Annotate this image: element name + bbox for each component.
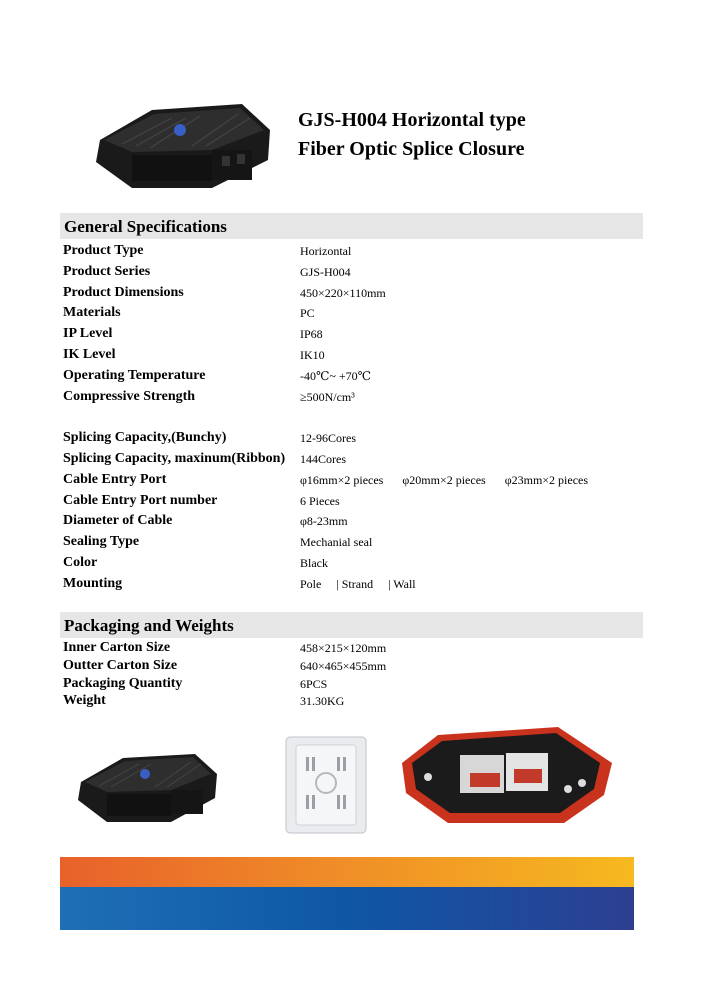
spec-value: φ8-23mm: [300, 514, 348, 528]
spec-value: 458×215×120mm: [300, 641, 387, 655]
spec-value: 6 Pieces: [300, 494, 340, 508]
spec-value: IP68: [300, 327, 323, 341]
spec-label: Operating Temperature: [63, 368, 206, 383]
spec-value: 31.30KG: [300, 694, 345, 708]
spec-label: Splicing Capacity, maxinum(Ribbon): [63, 451, 286, 466]
spec-label: Sealing Type: [63, 534, 140, 549]
spec-label: Materials: [63, 305, 121, 320]
spec-value: IK10: [300, 348, 325, 362]
spec-value-group: [300, 471, 588, 489]
page-title: [298, 106, 526, 164]
closure-interior-image: [398, 723, 616, 828]
spec-value: 12-96Cores: [300, 431, 356, 445]
spec-label: Weight: [63, 693, 106, 708]
spec-value: Black: [300, 556, 328, 570]
spec-label: Mounting: [63, 576, 123, 591]
spec-value: GJS-H004: [300, 265, 351, 279]
general-specifications-heading: General Specifications: [60, 213, 643, 239]
title-line-2: Fiber Optic Splice Closure: [298, 138, 525, 160]
splice-tray-image: [282, 735, 370, 835]
blue-footer-band: [60, 887, 634, 930]
spec-label: Product Type: [63, 243, 144, 258]
spec-value: φ23mm×2 pieces: [504, 473, 589, 487]
spec-value: ≥500N/cm³: [300, 390, 355, 404]
spec-value: PC: [300, 306, 315, 320]
spec-value: | Strand: [336, 577, 374, 591]
spec-label: Outter Carton Size: [63, 658, 178, 673]
spec-value: φ20mm×2 pieces: [402, 473, 486, 487]
product-closure-image-small: [75, 750, 220, 825]
orange-footer-band: [60, 857, 634, 887]
title-line-1: GJS-H004 Horizontal type: [298, 109, 526, 131]
spec-label: Product Dimensions: [63, 285, 184, 300]
packaging-weights-heading: Packaging and Weights: [60, 612, 643, 638]
spec-value: 450×220×110mm: [300, 286, 386, 300]
spec-value: 6PCS: [300, 677, 328, 691]
spec-label: IK Level: [63, 347, 116, 362]
product-closure-image: [92, 100, 274, 192]
spec-label: Inner Carton Size: [63, 640, 171, 655]
spec-label: Compressive Strength: [63, 389, 196, 404]
spec-label: Diameter of Cable: [63, 513, 173, 528]
spec-label: Product Series: [63, 264, 151, 279]
spec-label: Color: [63, 555, 98, 570]
spec-label: Cable Entry Port number: [63, 493, 218, 508]
spec-value: Horizontal: [300, 244, 352, 258]
spec-label: IP Level: [63, 326, 113, 341]
spec-label: Cable Entry Port: [63, 472, 167, 487]
spec-value: Pole: [300, 577, 322, 591]
spec-label: Splicing Capacity,(Bunchy): [63, 430, 227, 445]
spec-value: 640×465×455mm: [300, 659, 387, 673]
spec-value: Mechanial seal: [300, 535, 373, 549]
spec-value-group: [300, 575, 416, 593]
spec-label: Packaging Quantity: [63, 676, 183, 691]
spec-value: φ16mm×2 pieces: [300, 473, 384, 487]
spec-value: -40℃~ +70℃: [300, 369, 372, 383]
spec-value: 144Cores: [300, 452, 346, 466]
spec-value: | Wall: [388, 577, 416, 591]
